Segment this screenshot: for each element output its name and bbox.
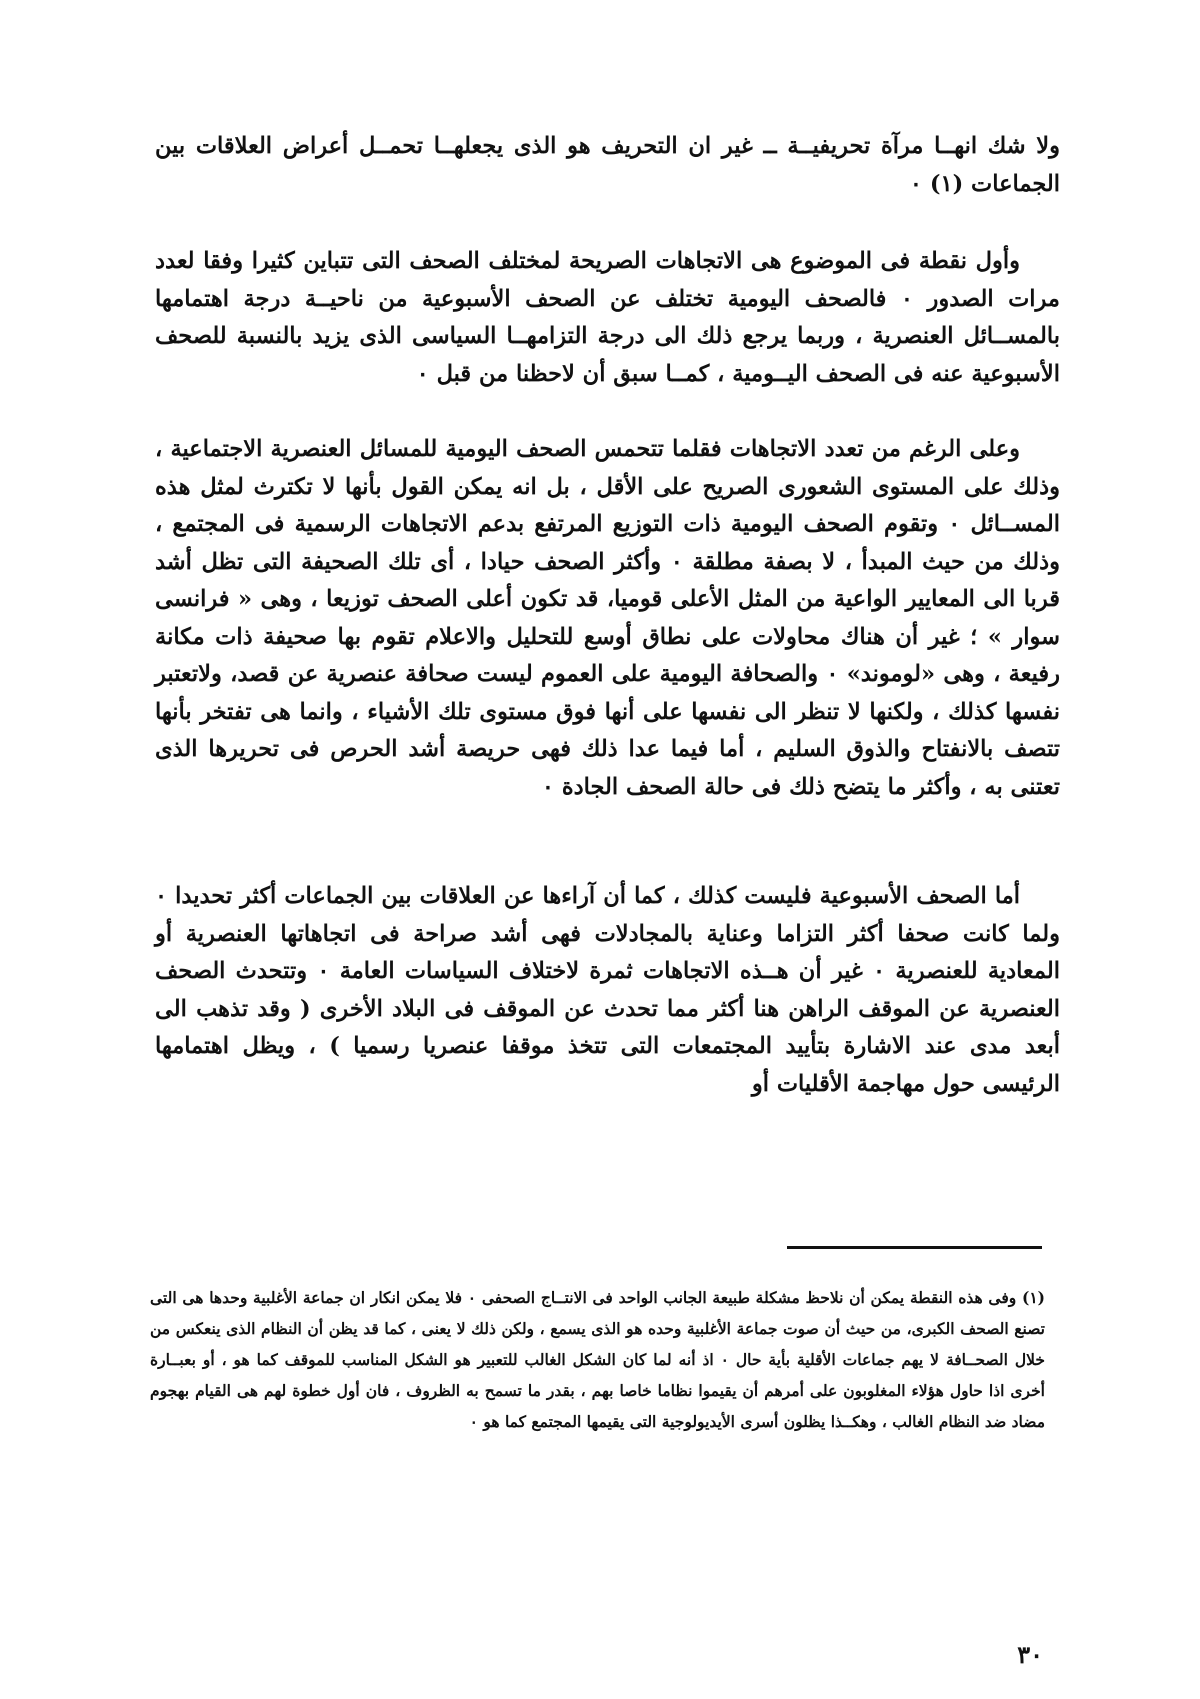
paragraph: أما الصحف الأسبوعية فليست كذلك ، كما أن آراءها عن العلاقات بين الجماعات أكثر تحديدا ٠ ولما كانت صحفا أكثر التزاما وعناية بالمجادلات فهى أشد صراحة فى اتجاهاتها العنصرية أو المعادية للعنصرية ٠ غير أن هــذه الاتجاهات ثمرة لاختلاف السياسات العامة ٠ وتتحدث الصحف العنصرية عن الموقف الراهن هنا أكثر مما تحدث عن الموقف فى البلاد الأخرى ( وقد تذهب الى أبعد مدى عند الاشارة بتأييد المجتمعات التى تتخذ موقفا عنصريا رسميا ) ، ويظل اهتمامها الرئيسى حول مهاجمة الأقليات أو [155, 883, 1060, 1097]
footnote: (١) وفى هذه النقطة يمكن أن نلاحظ مشكلة طبيعة الجانب الواحد فى الانتــاج الصحفى ٠ فلا يمكن انكار ان جماعة الأغلبية وحدها هى التى تصنع الصحف الكبرى، من حيث أن صوت جماعة الأغلبية وحده هو الذى يسمع ، ولكن ذلك لا يعنى ، كما قد يظن أن النظام الذى ينعكس من خلال الصحــافة لا يهم جماعات الأقلية بأية حال ٠ اذ أنه لما كان الشكل الغالب للتعبير هو الشكل المناسب للموقف كما هو ، أو بعبــارة أخرى اذا حاول هؤلاء المغلوبون على أمرهم أن يقيموا نظاما خاصا بهم ، بقدر ما تسمح به الظروف ، فان أول خطوة لهم هى القيام بهجوم مضاد ضد النظام الغالب ، وهكــذا يظلون أسرى الأيديولوجية التى يقيمها المجتمع كما هو ٠ [150, 1288, 1045, 1431]
page-number: ٣٠ [1017, 1640, 1043, 1669]
footnote-separator [787, 1246, 1042, 1249]
paragraph: وعلى الرغم من تعدد الاتجاهات فقلما تتحمس الصحف اليومية للمسائل العنصرية الاجتماعية ، وذلك على المستوى الشعورى الصريح على الأقل ، بل انه يمكن القول بأنها لا تكترث لمثل هذه المســائل ٠ وتقوم الصحف اليومية ذات التوزيع المرتفع بدعم الاتجاهات الرسمية فى المجتمع ، وذلك من حيث المبدأ ، لا بصفة مطلقة ٠ وأكثر الصحف حيادا ، أى تلك الصحيفة التى تظل أشد قربا الى المعايير الواعية من المثل الأعلى قوميا، قد تكون أعلى الصحف توزيعا ، وهى « فرانسى سوار » ؛ غير أن هناك محاولات على نطاق أوسع للتحليل والاعلام تقوم بها صحيفة ذات مكانة رفيعة ، وهى «لوموند» ٠ والصحافة اليومية على العموم ليست صحافة عنصرية عن قصد، ولاتعتبر نفسها كذلك ، ولكنها لا تنظر الى نفسها على أنها فوق مستوى تلك الأشياء ، وانما هى تفتخر بأنها تتصف بالانفتاح والذوق السليم ، أما فيما عدا ذلك فهى حريصة أشد الحرص فى تحريرها الذى تعتنى به ، وأكثر ما يتضح ذلك فى حالة الصحف الجادة ٠ [155, 436, 1061, 800]
paragraph-continuation: ولا شك انهــا مرآة تحريفيــة ــ غير ان التحريف هو الذى يجعلهــا تحمــل أعراض العلاقات بين الجماعات (١) ٠ [155, 133, 1060, 197]
paragraph: وأول نقطة فى الموضوع هى الاتجاهات الصريحة لمختلف الصحف التى تتباين كثيرا وفقا لعدد مرات الصدور ٠ فالصحف اليومية تختلف عن الصحف الأسبوعية من ناحيــة درجة اهتمامها بالمســائل العنصرية ، وربما يرجع ذلك الى درجة التزامهــا السياسى الذى يزيد بالنسبة للصحف الأسبوعية عنه فى الصحف اليــومية ، كمــا سبق أن لاحظنا من قبل ٠ [155, 248, 1060, 387]
